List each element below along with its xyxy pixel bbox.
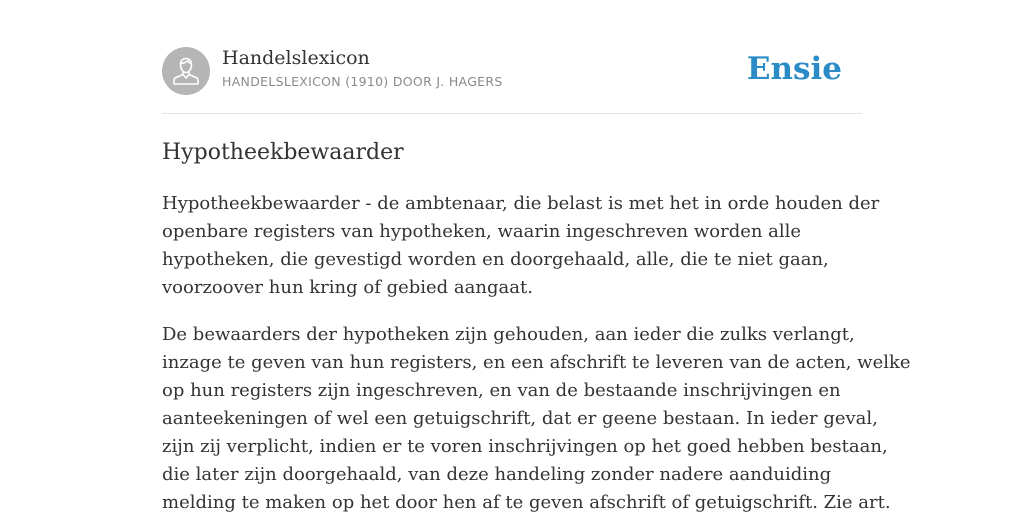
text-line: op hun registers zijn ingeschreven, en van de bestaande inschrijvingen en xyxy=(162,380,841,401)
text-line: voorzoover hun kring of gebied aangaat. xyxy=(162,277,533,298)
paragraph xyxy=(162,321,911,512)
user-icon xyxy=(162,47,210,95)
text-line: inzage te geven van hun registers, en een afschrift te leveren van de acten, welke xyxy=(162,352,911,373)
text-line: zijn zij verplicht, indien er te voren inschrijvingen op het goed hebben bestaan, xyxy=(162,436,888,457)
source-subtitle[interactable]: HANDELSLEXICON (1910) DOOR J. HAGERS xyxy=(222,74,503,89)
text-line: melding te maken op het door hen af te geven afschrift of getuigschrift. Zie art. xyxy=(162,492,891,512)
text-line: die later zijn doorgehaald, van deze handeling zonder nadere aanduiding xyxy=(162,464,832,485)
entry-title: Hypotheekbewaarder xyxy=(162,140,404,165)
text-line: hypotheken, die gevestigd worden en doorgehaald, alle, die te niet gaan, xyxy=(162,249,829,270)
text-line: openbare registers van hypotheken, waarin ingeschreven worden alle xyxy=(162,221,802,242)
source-avatar[interactable] xyxy=(162,47,210,95)
content-column xyxy=(162,0,911,512)
source-header xyxy=(162,0,862,114)
source-title[interactable]: Handelslexicon xyxy=(222,47,370,69)
text-line: aanteekeningen of wel een getuigschrift, dat er geene bestaan. In ieder geval, xyxy=(162,408,878,429)
paragraph xyxy=(162,190,880,302)
entry-body xyxy=(162,190,911,512)
text-line: Hypotheekbewaarder - de ambtenaar, die belast is met het in orde houden der xyxy=(162,193,880,214)
ensie-logo-link[interactable]: Ensie xyxy=(746,51,842,87)
text-line: De bewaarders der hypotheken zijn gehouden, aan ieder die zulks verlangt, xyxy=(162,324,855,345)
